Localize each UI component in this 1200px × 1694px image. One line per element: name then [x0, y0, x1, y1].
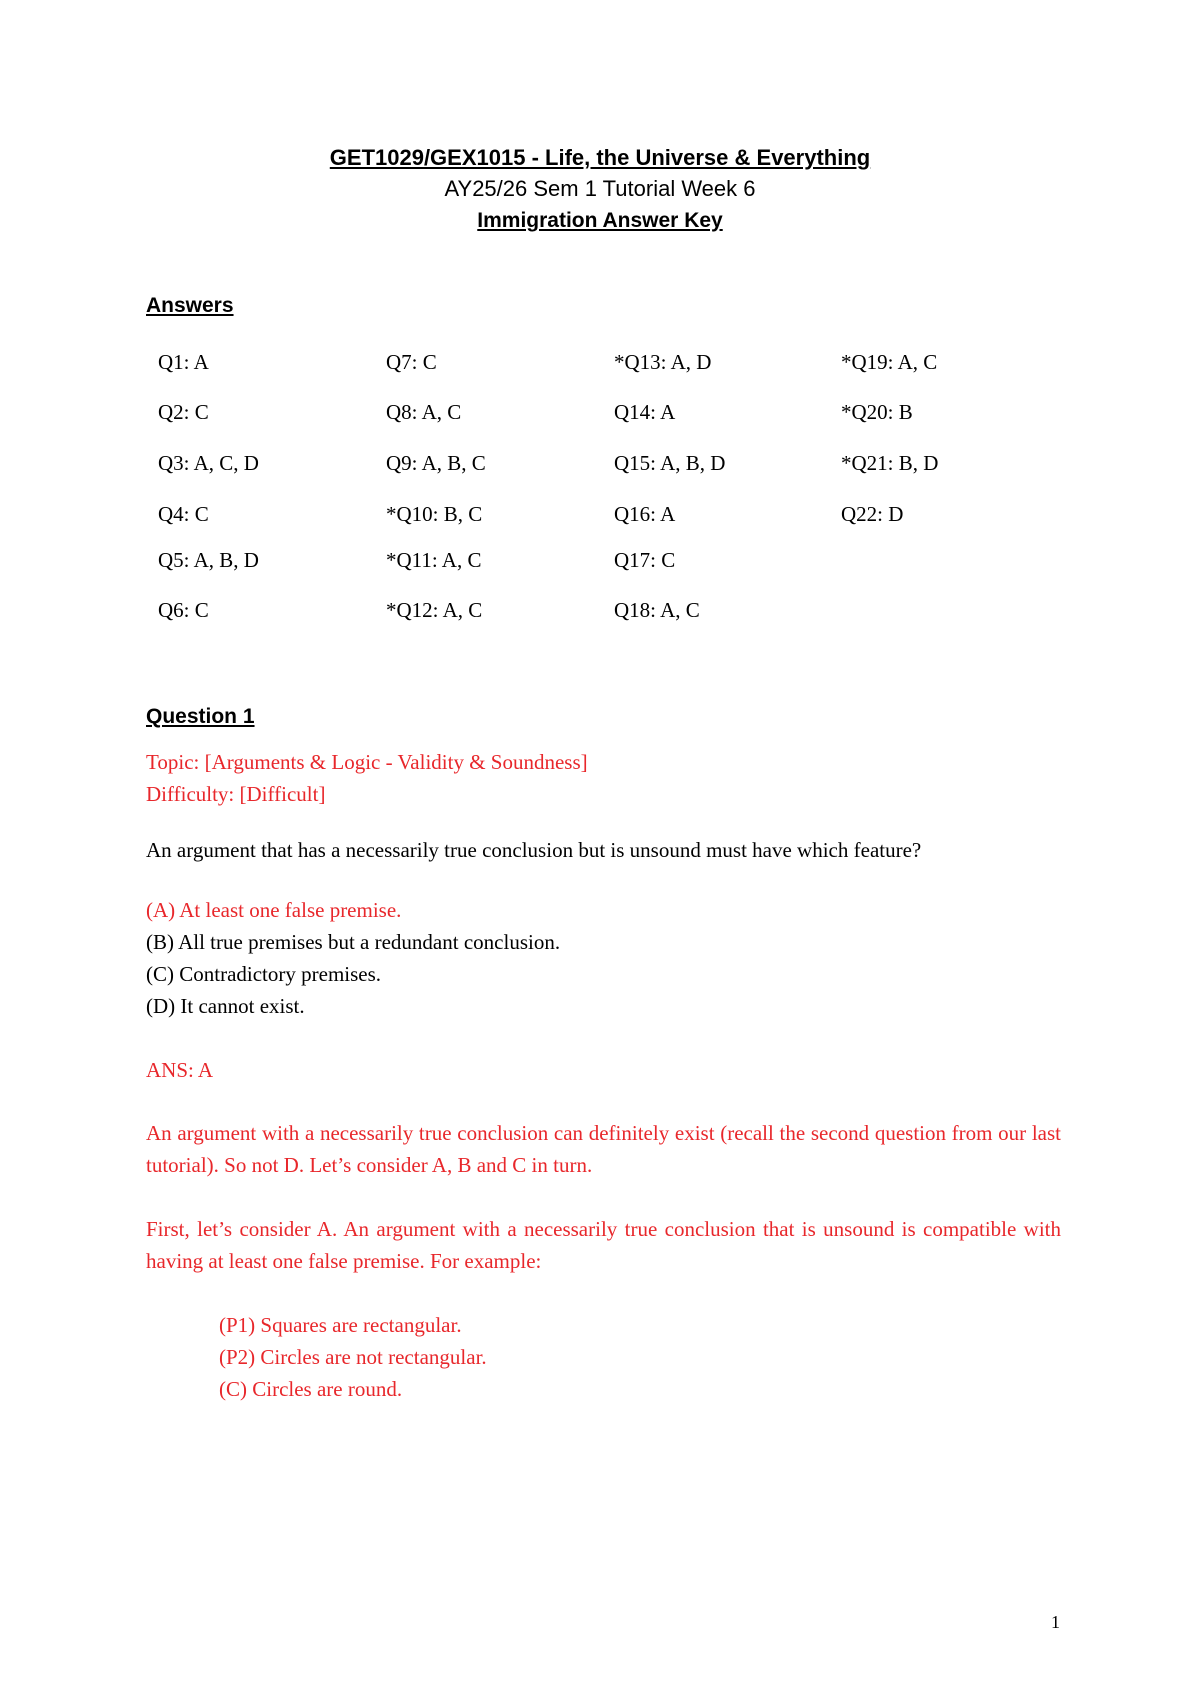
option-b: (B) All true premises but a redundant conclusion.	[146, 930, 561, 954]
example-premise-2: (P2) Circles are not rectangular.	[219, 1345, 487, 1369]
answer-q4: Q4: C	[158, 502, 209, 526]
answers-heading: Answers	[146, 294, 234, 317]
answer-q11: *Q11: A, C	[386, 548, 482, 572]
answer-q7: Q7: C	[386, 350, 437, 374]
answer-q17: Q17: C	[614, 548, 676, 572]
page-number: 1	[1051, 1612, 1060, 1632]
explanation-paragraph-1: An argument with a necessarily true conclusion can definitely exist (recall the second question from our last tutorial). So not D. Let’s consider A, B and C in turn.	[146, 1121, 1061, 1177]
answer-q20: *Q20: B	[841, 400, 913, 424]
answer-q16: Q16: A	[614, 502, 676, 526]
document-title: Immigration Answer Key	[477, 209, 723, 232]
answer-q13: *Q13: A, D	[614, 350, 712, 374]
question-prompt: An argument that has a necessarily true conclusion but is unsound must have which feature?	[146, 838, 922, 862]
answer-q10: *Q10: B, C	[386, 502, 483, 526]
answer-q5: Q5: A, B, D	[158, 548, 259, 572]
answer-line: ANS: A	[146, 1058, 214, 1082]
example-premise-1: (P1) Squares are rectangular.	[219, 1313, 462, 1337]
answer-q18: Q18: A, C	[614, 598, 700, 622]
answer-q3: Q3: A, C, D	[158, 451, 259, 475]
answer-q19: *Q19: A, C	[841, 350, 938, 374]
answer-q15: Q15: A, B, D	[614, 451, 726, 475]
example-conclusion: (C) Circles are round.	[219, 1377, 403, 1401]
answer-q14: Q14: A	[614, 400, 676, 424]
answer-q8: Q8: A, C	[386, 400, 462, 424]
answer-q1: Q1: A	[158, 350, 209, 374]
term-subtitle: AY25/26 Sem 1 Tutorial Week 6	[444, 176, 756, 201]
course-title: GET1029/GEX1015 - Life, the Universe & Everything	[329, 145, 871, 170]
question-1-heading: Question 1	[146, 705, 255, 728]
question-difficulty: Difficulty: [Difficult]	[146, 782, 326, 806]
option-a: (A) At least one false premise.	[146, 898, 402, 922]
answer-q2: Q2: C	[158, 400, 209, 424]
question-topic: Topic: [Arguments & Logic - Validity & Soundness]	[146, 750, 588, 774]
answer-q12: *Q12: A, C	[386, 598, 483, 622]
answer-q6: Q6: C	[158, 598, 209, 622]
option-d: (D) It cannot exist.	[146, 994, 305, 1018]
explanation-paragraph-2: First, let’s consider A. An argument with a necessarily true conclusion that is unsound is compatible with having at least one false premise. For example:	[146, 1217, 1061, 1273]
answer-q21: *Q21: B, D	[841, 451, 939, 475]
answer-q22: Q22: D	[841, 502, 904, 526]
answer-q9: Q9: A, B, C	[386, 451, 486, 475]
option-c: (C) Contradictory premises.	[146, 962, 382, 986]
